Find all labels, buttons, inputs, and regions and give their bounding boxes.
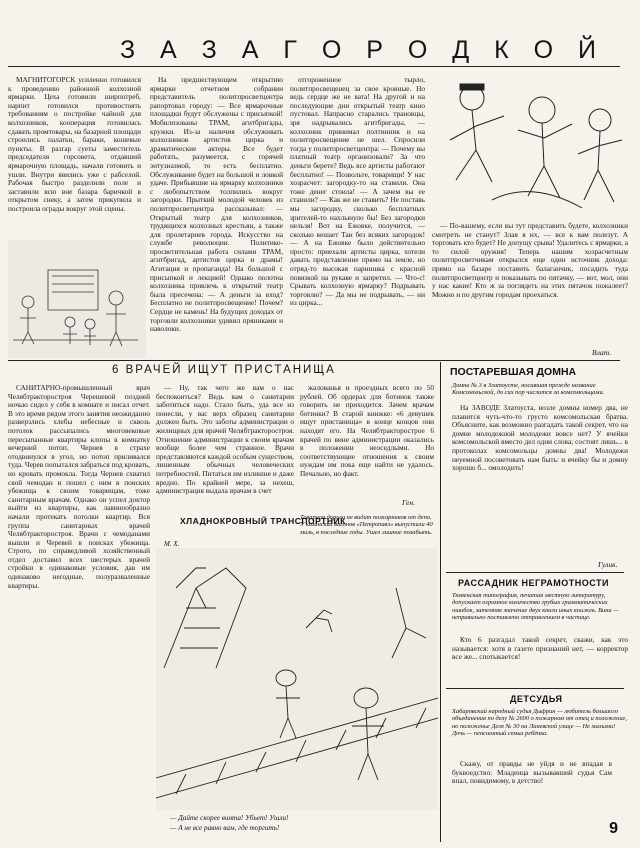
article2-column-3	[300, 384, 434, 504]
article1-signature: Влат.	[592, 348, 612, 357]
article2-title: 6 ВРАЧЕЙ ИЩУТ ПРИСТАНИЩА	[112, 364, 336, 376]
article2-text-1: САНИТАРНО-промышленный врач Челябтракторостроя Черешевой поздней ночью сидел у себя в комнате и писал отчет. В это время рядом этого занятия неожиданно разверзлись хлебы небесные и сквозь потолок рассыпались многовековые пересыпанные квартиры клопы в комнатку вечерний потоп. Чернев в страхе отодвинулся в угол, но потоп приливался туда. Черев попытался забраться под кровать, но кровать промокла. Тогда Чернев схватил свой чемодан и пошел с ним в поиских убежища к своим товарищам, тоже санитарным врачам. Однако он успел доктор выйти из квартиры, как лавинообразно начали протекать потолки квартир. Вся группа санитарных врачей Челябтракторостроя. Врачи с чемоданами вышли и Черевей в поисках убежища. Строго, по справедливой хозяйственный отдел доставил всех шестерых врачей стройки в одинаковые условия, дав им одинаково негодные, полуразваленные квартиры.	[8, 384, 150, 590]
article2-signature: Ген.	[402, 498, 415, 507]
dancing-figures-illustration	[432, 70, 632, 218]
article1-column-1	[8, 76, 141, 240]
sidebar-poem-3	[452, 760, 612, 830]
sidebar-divider	[440, 362, 441, 842]
sidebar-intro-2: Тюменская типография, печатая местную литературу, допускает огромное количество грубых грамматических ошибок, затемняя значение двух книги иных книжек. Вина — неправильно поставлено отправлением в частице.	[452, 592, 619, 622]
sidebar-poem-2	[452, 636, 628, 686]
sidebar-poem-1	[452, 404, 628, 562]
cartoon-caption-2: — А не все равно вам, где торгить!	[170, 824, 280, 832]
cartoon-artist: М. Х.	[164, 540, 180, 548]
mid-divider	[8, 360, 620, 361]
sidebar-title-3: ДЕТСУДЬЯ	[510, 694, 563, 704]
article1-text-1: МАГНИТОГОРСК усиленно готовился к проведению районной колхозной ярмарки. Цеха готовили ширпотреб, нарпит готовился противостоять требованиям о постройке чайной для колхозников, кооперация готовилась сдавать промтовары, на базарной площади строились палатки, бараки, кошевые пункты. В разгар суеты заместитель председателя горсовета, отдавший ярмарочную площадь, начали готовить и ушли. Внутри явились уже с рабселой. Рабочая быстро разделили поле и заставили всю вне базара баричкой в открытом снеку, а затем прикупила и построила ограды вокруг этой сцены.	[8, 76, 141, 213]
article2-text-2: — Ну, так чего же вам о нас беспокоиться? Ведь вам о санитарии заботиться надо. Стало быть, уда все из понесли, у вас верх образец санитарии должен быть. Это заботы администрации о жилищных для врачей Челябтракторостроя. Отношение администрации к своим врачам вообще более чем странное. Врачи представляются каждой особым существом, лишенным обычных человеческих потребностей. Питаться им излишне и даже вредно. По крайней мере, за нехеш, администрация выдала врачам в счет	[156, 384, 294, 496]
cartoon-title: ХЛАДНОКРОВНЫЙ ТРАНСПОРТНИК	[180, 516, 346, 526]
sidebar-title-1: ПОСТАРЕВШАЯ ДОМНА	[450, 366, 577, 378]
top-divider	[8, 66, 620, 67]
market-crowd-illustration	[8, 240, 146, 358]
article2-column-1	[8, 384, 150, 854]
article1-column-3	[290, 76, 425, 356]
railway-cartoon-illustration	[156, 548, 438, 810]
page-title: З А З А Г О Р О Д К О Й	[120, 36, 605, 64]
article2-text-3: жалованья и проездных всего по 50 рублей. Об ордерах для ботинок также говорить не приходится. Зачем врачам ботинки? В старой книжке: «6 девушек ищут пристанища» в конце концов они находят его. На Челябтракторострое 6 врачей по вине администрации оказались в положении неоседлыми. Но соответствующие отношения к своим нуждам им пока еще найти не удалось. Печально, но факт.	[300, 384, 434, 478]
sidebar-poem-2-text: Кто 6 разгадал такой секрет, скажи, как это называется: хотя в газете признаний нет, — корректор все же... спотыкается!	[452, 636, 628, 662]
sidebar-divider-3	[446, 688, 624, 689]
sidebar-divider-2	[446, 572, 624, 573]
sidebar-poem-1-text: На ЗАВОДЕ Златоуста, возле домны номер два, не плавится чуть-что-то грусто комсомольская братва. Объясните, как возможно разгадать такой секрет, что на домне молодежной молодежи вовсе нет? У ячейки комсомольской вместо дел одни слова; состоят лишь... в протоколах комсомольцы домны два! Молодежи неуемной посоветовать нам быть: и ячейку бы и домну хорошо б... омолодить!	[452, 404, 628, 473]
cartoon-note: Товарная дорога не видит пожарников от депо. У казанских вагонов «Петропавл» выпустили 40 миль, в последние годы. Ушел лишние позабыть.	[300, 514, 433, 536]
sidebar-poem-3-text: Скажу, от правды не уйдя и не впадая в буквоедство: Младенца вызывавший судья Сам впал, повидимому, в детство!	[452, 760, 612, 786]
article1-column-4	[432, 222, 628, 356]
article1-text-3: отгороженное тырло, политпросвещенец за свое кровные. Но ведь сердце же не вата! На другой и на последующие дни открытый театр кино пустовал. Напрасно старались трановцы, зря надрывались агитбригады, — колхозник принимал полтинник и на политпросвещение не шел. Спросили тогда у политпросветцентра: — Почему вы платный театр организовали? За что деньги берете? Ведь все артисты работают бесплатно! — Позвольте, товарищи! У нас хозрасчет: загородку-то на ставили. Она тоже денег стоила! — А зачем вы ее ставили? — Как же не ставить? Не поставь мы загородку, сколько бесплатных зрителей-то нахлынуло бы! Без загородки нельзя! Вот на Ежовке, получится, — сколько вешает Тан без всяких загородок! — А на Ежовке было действительно просто: приехали артисты цирка, хотели давать представление прямо на земле, но отряд-то высокая парнишка с красной повязкой на рукаве и запретил. — Что-с! Срывать колхозную ярмарку? Подрывать торговлю? — Да мы не подрывать, — ни из цирка...	[290, 76, 425, 308]
sidebar-signature-1: Гулик.	[598, 560, 618, 569]
article2-column-2	[156, 384, 294, 504]
sidebar-title-2: РАССАДНИК НЕГРАМОТНОСТИ	[458, 578, 610, 588]
cartoon-caption-1: — Дайте скорее винта! Убьет! Ушли!	[170, 814, 289, 822]
article1-column-2	[150, 76, 283, 356]
article1-text-2: На предшествующем открытию ярмарки отчетном собрании представитель политпросветцентра рапортовал городу: — Все ярмарочные площадки будут обслужены с присыпкой! Мобилизованы ТРАМ, агитбригады, кружки. Из-за наличия обслуживать колхозников артистов цирка и драматические актеры. Все будет работать, разумеется, с горячей энтузиазмой, то есть бесплатно. Обслуживание будет на большой и ловкой удаче. Прибывшие на ярмарку колхозники с любопытством толпились вокруг загородки. Прыткий молодой человек из политпросветцентра рассказывал: — Открытый театр для колхозников, трудящихся колхозных крестьян, а также для пролетариев города. Искусство на службе революции. Политико-просветительная работа силами ТРАМ, агитбригад, артистов цирка и драмы! Агитация и пропаганда! На большой с присыпкой и лекцией! Однако полотна колхозника привлечь к открытий театр была пресечена: — А деньги за вход? Бесплатно не политпросвещение! Почем? Сердце не камень! На будущих доходах от торговли колхозники удивил пряниками и наволоки.	[150, 76, 283, 334]
page-number: 9	[609, 820, 618, 837]
sidebar-intro-3: Хабаровский народный судья Дыфрин — любитель большого объединения по делу № 2600 о пожарном от отец и положение, но положенье Деля № 30 на Линевской улице — Не малыми! Дочь — пенсионный семьи ребёнка.	[452, 708, 627, 738]
article1-text-4: — По-вашему, если вы тут представить будете, колхозники смотреть не станут? Злая я их, — все к вам полезут. А торговать кто будет? Не допущу срыва! Удалитесь с ярмарки, а то силой оружия! Теперь нашим хозрасчетным политпросветчикам открылся еще один источник дохода: прямо на базаре поставить балаганчик, посадить туда политпросветцентр и показывать по пятачку, — вот, мол, они у нас какие! Кто ж за поглядеть на этих пятачок пожалеет? Можно и по другим городам проехаться.	[432, 222, 628, 299]
sidebar-intro-1: Домна № 3 в Златоусте, носившая прежде название Комсомольской, до сих пор числится за комсомольцами.	[452, 382, 605, 397]
